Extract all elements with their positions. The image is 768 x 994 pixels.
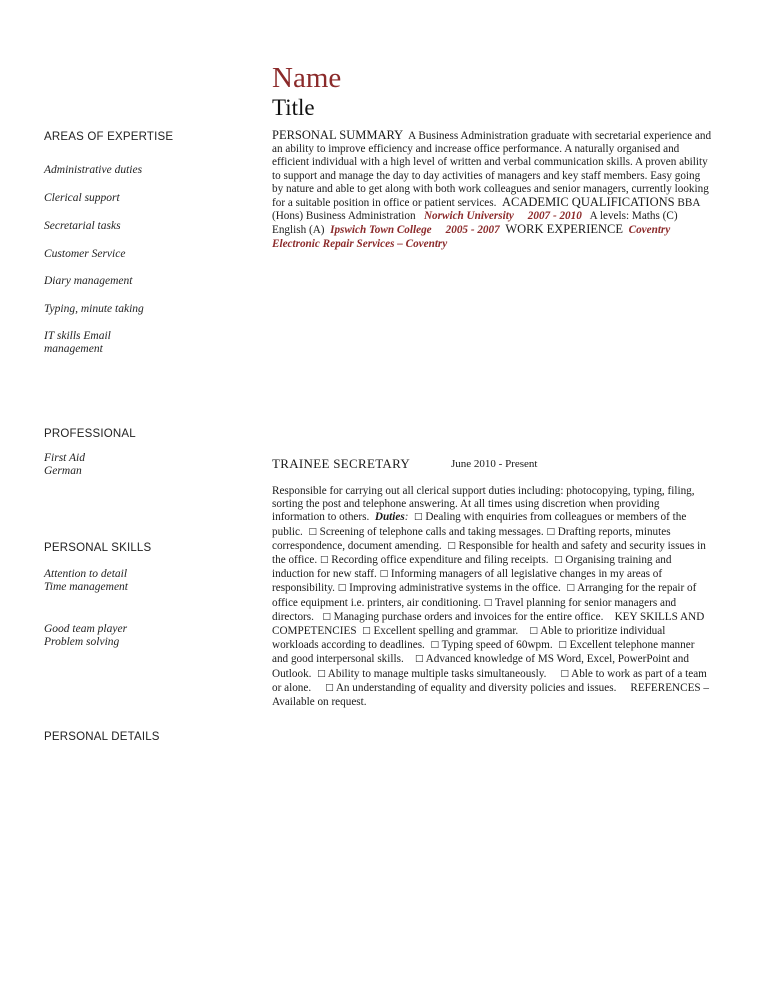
duty-item: Screening of telephone calls and taking messages. — [319, 525, 544, 538]
key-skill-item: An understanding of equality and diversity policies and issues. — [335, 681, 617, 694]
skill-item: Attention to detail — [44, 568, 128, 580]
work-heading: WORK EXPERIENCE — [505, 222, 624, 237]
checkbox-icon: □ — [447, 540, 456, 551]
duty-item: Organising training and induction for new staff. — [272, 554, 672, 581]
checkbox-icon: □ — [379, 569, 389, 580]
details-heading: PERSONAL DETAILS — [44, 731, 160, 743]
professional-item: First Aid — [44, 452, 86, 464]
key-skill-item: Typing speed of 60wpm. — [441, 639, 553, 652]
expertise-item: Administrative duties — [44, 164, 143, 176]
duty-item: Improving administrative systems in the office. — [349, 582, 561, 595]
checkbox-icon: □ — [317, 668, 326, 679]
job-description: Responsible for carrying out all clerical support duties including: photocopying, typing, filing, sorting the post and telephone answering. At all times using discretion when providing information to others. Duties: □ Dealing with enquiries from colleagues or members of the public. □ Screening of telephone calls and taking messages. □ Drafting reports, minutes correspondence, document amending. □ Responsible for health and safety and security issues in the office. □ Recording office expenditure and filing receipts. □ Organising training and induction for new staff. □ Informing managers of all legislative changes in my areas of responsibility. □ Improving administrative systems in the office. □ Arranging for the repair of office equipment i.e. printers, air conditioning. □ Travel planning for senior managers and directors. □ Managing purchase orders and invoices for the entire office. KEY SKILLS AND COMPETENCIES □ Excellent spelling and grammar. □ Able to prioritize individual workloads according to deadlines. □ Typing speed of 60wpm. □ Excellent telephone manner and good interpersonal skills. □ Advanced knowledge of MS Word, Excel, PowerPoint and Outlook. □ Ability to manage multiple tasks simultaneously. □ Able to work as part of a team or alone. □ An understanding of equality and diversity policies and issues. REFERENCES – Available on request. — [272, 485, 710, 709]
checkbox-icon: □ — [319, 555, 329, 566]
job-intro: Responsible for carrying out all clerical support duties including: photocopying, typing, filing, sorting the post and telephone answering. At all times using discretion when providing information to others. — [272, 485, 695, 524]
candidate-name: Name — [272, 62, 342, 94]
summary-heading: PERSONAL SUMMARY — [272, 128, 404, 142]
expertise-item: Customer Service — [44, 248, 126, 260]
checkbox-icon: □ — [430, 640, 439, 651]
university: Norwich University — [423, 210, 514, 223]
checkbox-icon: □ — [337, 583, 347, 594]
checkbox-icon: □ — [566, 583, 575, 594]
checkbox-icon: □ — [483, 597, 493, 608]
alevels: A levels: Maths (C) English (A) — [272, 210, 678, 237]
duty-item: Responsible for health and safety and security issues in the office. — [272, 539, 706, 567]
checkbox-icon: □ — [560, 668, 569, 679]
college: Ipswich Town College — [330, 224, 432, 237]
key-skill-item: Ability to manage multiple tasks simultaneously. — [327, 667, 547, 680]
professional-heading: PROFESSIONAL — [44, 428, 136, 440]
checkbox-icon: □ — [362, 626, 371, 637]
summary-section — [272, 129, 712, 251]
expertise-item: IT skills Email management — [44, 330, 111, 355]
degree: BBA (Hons) Business Administration — [272, 197, 700, 223]
key-skill-item: Advanced knowledge of MS Word, Excel, PowerPoint and Outlook. — [272, 653, 689, 680]
university-years: 2007 - 2010 — [527, 210, 582, 223]
checkbox-icon: □ — [325, 682, 334, 693]
employer: Coventry Electronic Repair Services – Coventry — [272, 224, 671, 250]
candidate-title: Title — [272, 95, 315, 120]
expertise-item: Clerical support — [44, 192, 120, 204]
checkbox-icon: □ — [529, 626, 538, 637]
summary-text: A Business Administration graduate with secretarial experience and an ability to improve efficiency and increase office performance. A naturally organised and efficient individual with a high level of written and verbal communication skills. A proven ability to support and manage the day to day activities of managers and key staff members. Easy going by nature and able to get along with both work colleagues and senior managers, currently looking for a suitable position in office or patient services. — [272, 130, 712, 210]
duty-item: Dealing with enquiries from colleagues or members of the public. — [272, 511, 687, 538]
duty-item: Arranging for the repair of office equipment i.e. printers, air conditioning. — [272, 582, 697, 609]
job-title: TRAINEE SECRETARY — [272, 456, 411, 471]
duty-item: Informing managers of all legislative changes in my areas of responsibility. — [272, 568, 663, 595]
key-skill-item: Excellent telephone manner and good interpersonal skills. — [272, 639, 695, 666]
checkbox-icon: □ — [546, 526, 555, 537]
key-skill-item: Able to prioritize individual workloads according to deadlines. — [272, 625, 666, 652]
expertise-item: Typing, minute taking — [44, 303, 144, 315]
checkbox-icon: □ — [308, 526, 317, 537]
expertise-item: Secretarial tasks — [44, 220, 121, 232]
expertise-item: Diary management — [44, 275, 133, 287]
key-skill-item: Able to work as part of a team or alone. — [272, 667, 707, 694]
duty-item: Recording office expenditure and filing receipts. — [331, 554, 549, 567]
duty-item: Drafting reports, minutes correspondence, document amending. — [272, 525, 671, 552]
key-skills-heading: KEY SKILLS AND COMPETENCIES — [272, 610, 705, 638]
checkbox-icon: □ — [414, 512, 423, 523]
duties-label: Duties — [374, 511, 405, 524]
professional-item: German — [44, 465, 82, 477]
job-dates: June 2010 - Present — [451, 458, 538, 470]
skill-item: Good team player — [44, 623, 128, 635]
checkbox-icon: □ — [322, 611, 331, 622]
expertise-heading: AREAS OF EXPERTISE — [44, 131, 174, 143]
key-skill-item: Excellent spelling and grammar. — [373, 625, 519, 638]
college-years: 2005 - 2007 — [445, 224, 500, 237]
academic-heading: ACADEMIC QUALIFICATIONS — [502, 195, 675, 210]
duty-item: Managing purchase orders and invoices for the entire office. — [333, 610, 604, 623]
skills-heading: PERSONAL SKILLS — [44, 542, 152, 554]
duty-item: Travel planning for senior managers and directors. — [272, 596, 677, 623]
skill-item: Time management — [44, 581, 129, 593]
checkbox-icon: □ — [558, 640, 567, 651]
skill-item: Problem solving — [44, 636, 120, 648]
references: REFERENCES – Available on request. — [272, 681, 710, 709]
checkbox-icon: □ — [414, 654, 424, 665]
checkbox-icon: □ — [554, 555, 563, 566]
